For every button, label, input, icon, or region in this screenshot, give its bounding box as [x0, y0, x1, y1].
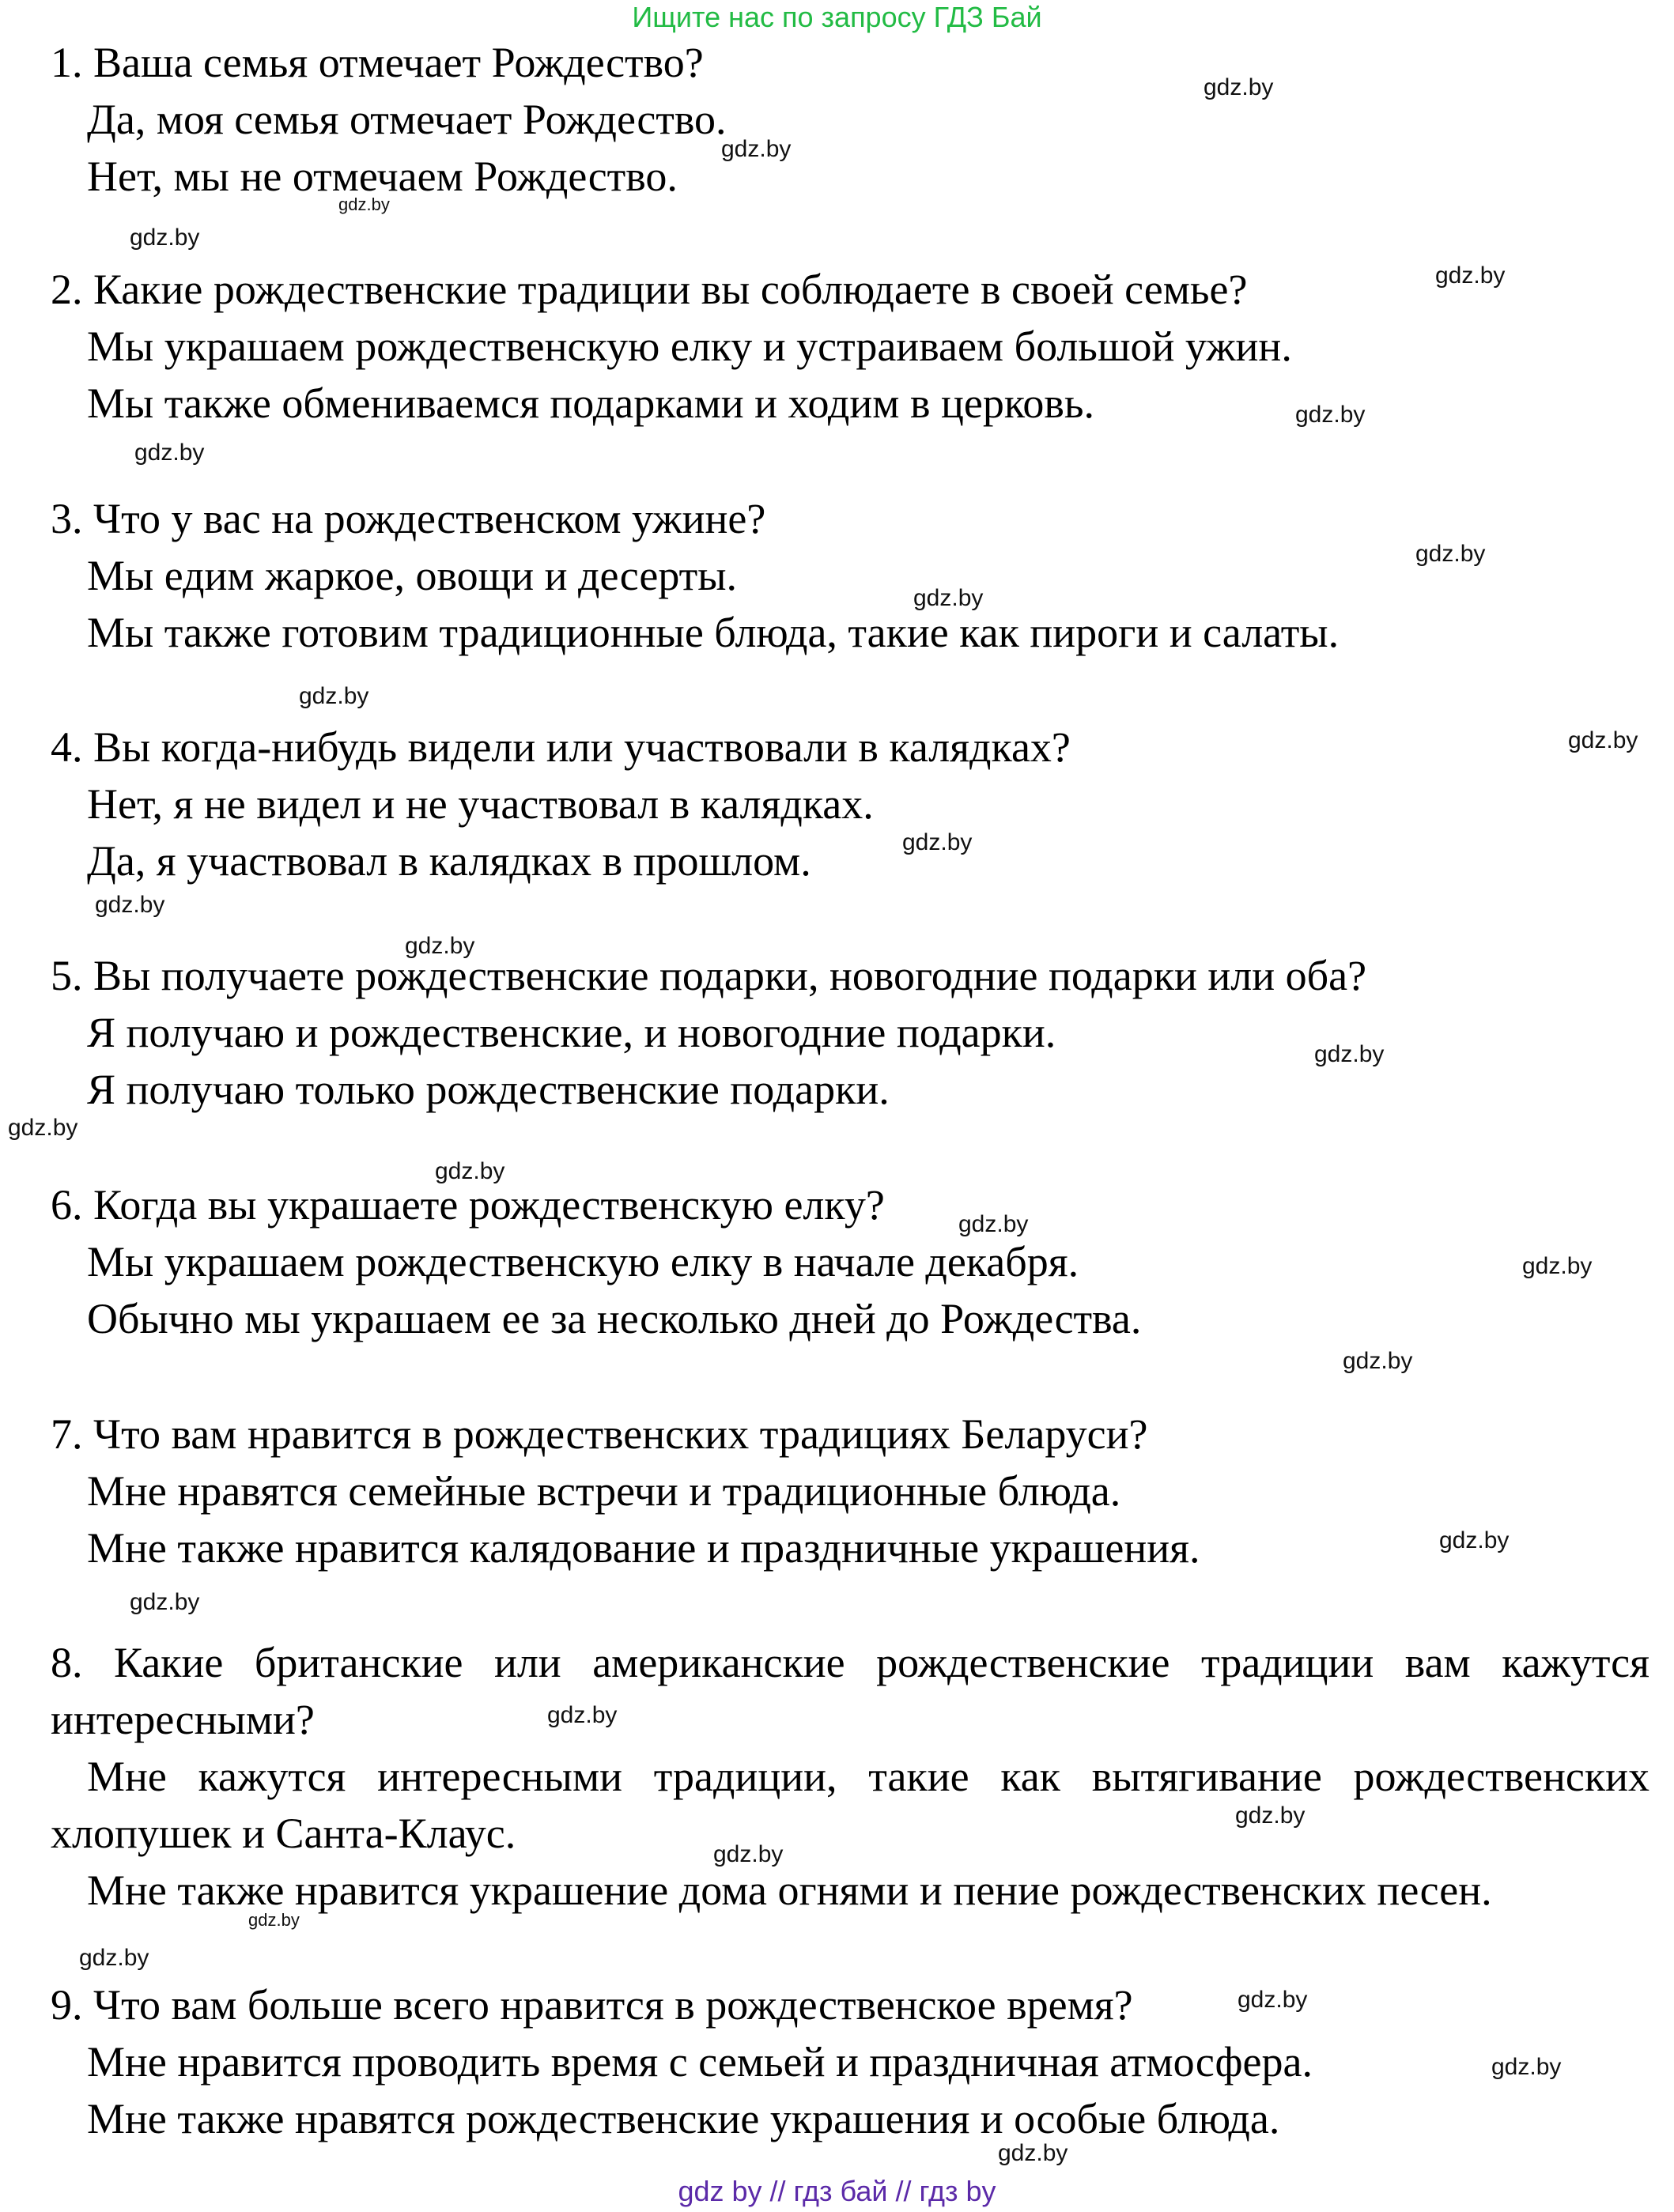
- watermark: gdz.by: [299, 683, 369, 709]
- answer-1-1: Да, моя семья отмечает Рождество.: [87, 96, 727, 143]
- answer-3-2: Мы также готовим традиционные блюда, такие как пироги и салаты.: [87, 609, 1340, 656]
- watermark: gdz.by: [1522, 1253, 1593, 1279]
- answer-5-1: Я получаю и рождественские, и новогодние подарки.: [87, 1009, 1056, 1056]
- watermark: gdz.by: [79, 1945, 149, 1971]
- question-3: 3. Что у вас на рождественском ужине?: [51, 495, 766, 542]
- promo-header: Ищите нас по запросу ГДЗ Бай: [632, 1, 1042, 33]
- watermark: gdz.by: [902, 829, 973, 855]
- answer-6-1: Мы украшаем рождественскую елку в начале декабря.: [87, 1238, 1079, 1285]
- watermark: gdz.by: [1568, 727, 1638, 753]
- watermark: gdz.by: [338, 194, 390, 214]
- watermark: gdz.by: [721, 136, 792, 162]
- answer-1-2: Нет, мы не отмечаем Рождество.: [87, 153, 678, 200]
- watermark: gdz.by: [1491, 2054, 1562, 2080]
- watermark: gdz.by: [95, 892, 165, 918]
- answer-2-1: Мы украшаем рождественскую елку и устраиваем большой ужин.: [87, 323, 1292, 370]
- watermark: gdz.by: [134, 440, 205, 466]
- watermark: gdz.by: [405, 933, 475, 959]
- footer-watermark: gdz by // гдз бай // гдз by: [678, 2175, 996, 2207]
- answer-3-1: Мы едим жаркое, овощи и десерты.: [87, 552, 738, 599]
- watermark: gdz.by: [958, 1211, 1029, 1237]
- watermark: gdz.by: [1439, 1527, 1510, 1553]
- watermark: gdz.by: [1204, 74, 1274, 100]
- question-2: 2. Какие рождественские традиции вы соблюдаете в своей семье?: [51, 266, 1248, 313]
- answer-8-1-line-2: хлопушек и Санта-Клаус.: [51, 1810, 516, 1857]
- watermark: gdz.by: [913, 585, 984, 611]
- watermark: gdz.by: [547, 1702, 618, 1728]
- watermark: gdz.by: [1435, 262, 1506, 289]
- watermark: gdz.by: [713, 1841, 784, 1867]
- question-1: 1. Ваша семья отмечает Рождество?: [51, 39, 704, 86]
- watermark: gdz.by: [130, 225, 200, 251]
- answer-5-2: Я получаю только рождественские подарки.: [87, 1066, 890, 1113]
- question-9: 9. Что вам больше всего нравится в рождественское время?: [51, 1981, 1133, 2029]
- answer-7-2: Мне также нравится калядование и праздничные украшения.: [87, 1524, 1200, 1572]
- watermark: gdz.by: [1415, 541, 1486, 567]
- answer-8-2: Мне также нравится украшение дома огнями и пение рождественских песен.: [87, 1867, 1492, 1914]
- question-8-line-1: 8. Какие британские или американские рождественские традиции вам кажутся: [51, 1639, 1649, 1686]
- question-4: 4. Вы когда-нибудь видели или участвовали в калядках?: [51, 723, 1071, 771]
- watermark: gdz.by: [130, 1589, 200, 1615]
- answer-4-1: Нет, я не видел и не участвовал в калядках.: [87, 780, 874, 828]
- watermark: gdz.by: [1295, 402, 1366, 428]
- question-7: 7. Что вам нравится в рождественских традициях Беларуси?: [51, 1410, 1148, 1458]
- watermark: gdz.by: [248, 1910, 300, 1930]
- question-8-line-2: интересными?: [51, 1696, 315, 1743]
- answer-2-2: Мы также обмениваемся подарками и ходим в церковь.: [87, 379, 1094, 427]
- answer-9-2: Мне также нравятся рождественские украшения и особые блюда.: [87, 2095, 1280, 2142]
- answer-6-2: Обычно мы украшаем ее за несколько дней до Рождества.: [87, 1295, 1142, 1342]
- watermark: gdz.by: [998, 2140, 1068, 2166]
- watermark: gdz.by: [1314, 1041, 1385, 1067]
- answer-7-1: Мне нравятся семейные встречи и традиционные блюда.: [87, 1467, 1121, 1515]
- watermark: gdz.by: [1235, 1802, 1306, 1829]
- answer-9-1: Мне нравится проводить время с семьей и праздничная атмосфера.: [87, 2038, 1313, 2086]
- watermark: gdz.by: [435, 1158, 505, 1184]
- answer-8-1-line-1: Мне кажутся интересными традиции, такие как вытягивание рождественских: [87, 1753, 1649, 1800]
- watermark: gdz.by: [8, 1115, 78, 1141]
- answer-4-2: Да, я участвовал в калядках в прошлом.: [87, 837, 811, 885]
- watermark: gdz.by: [1343, 1348, 1413, 1374]
- watermark: gdz.by: [1238, 1987, 1308, 2013]
- question-6: 6. Когда вы украшаете рождественскую елку?: [51, 1181, 885, 1229]
- question-5: 5. Вы получаете рождественские подарки, новогодние подарки или оба?: [51, 952, 1367, 999]
